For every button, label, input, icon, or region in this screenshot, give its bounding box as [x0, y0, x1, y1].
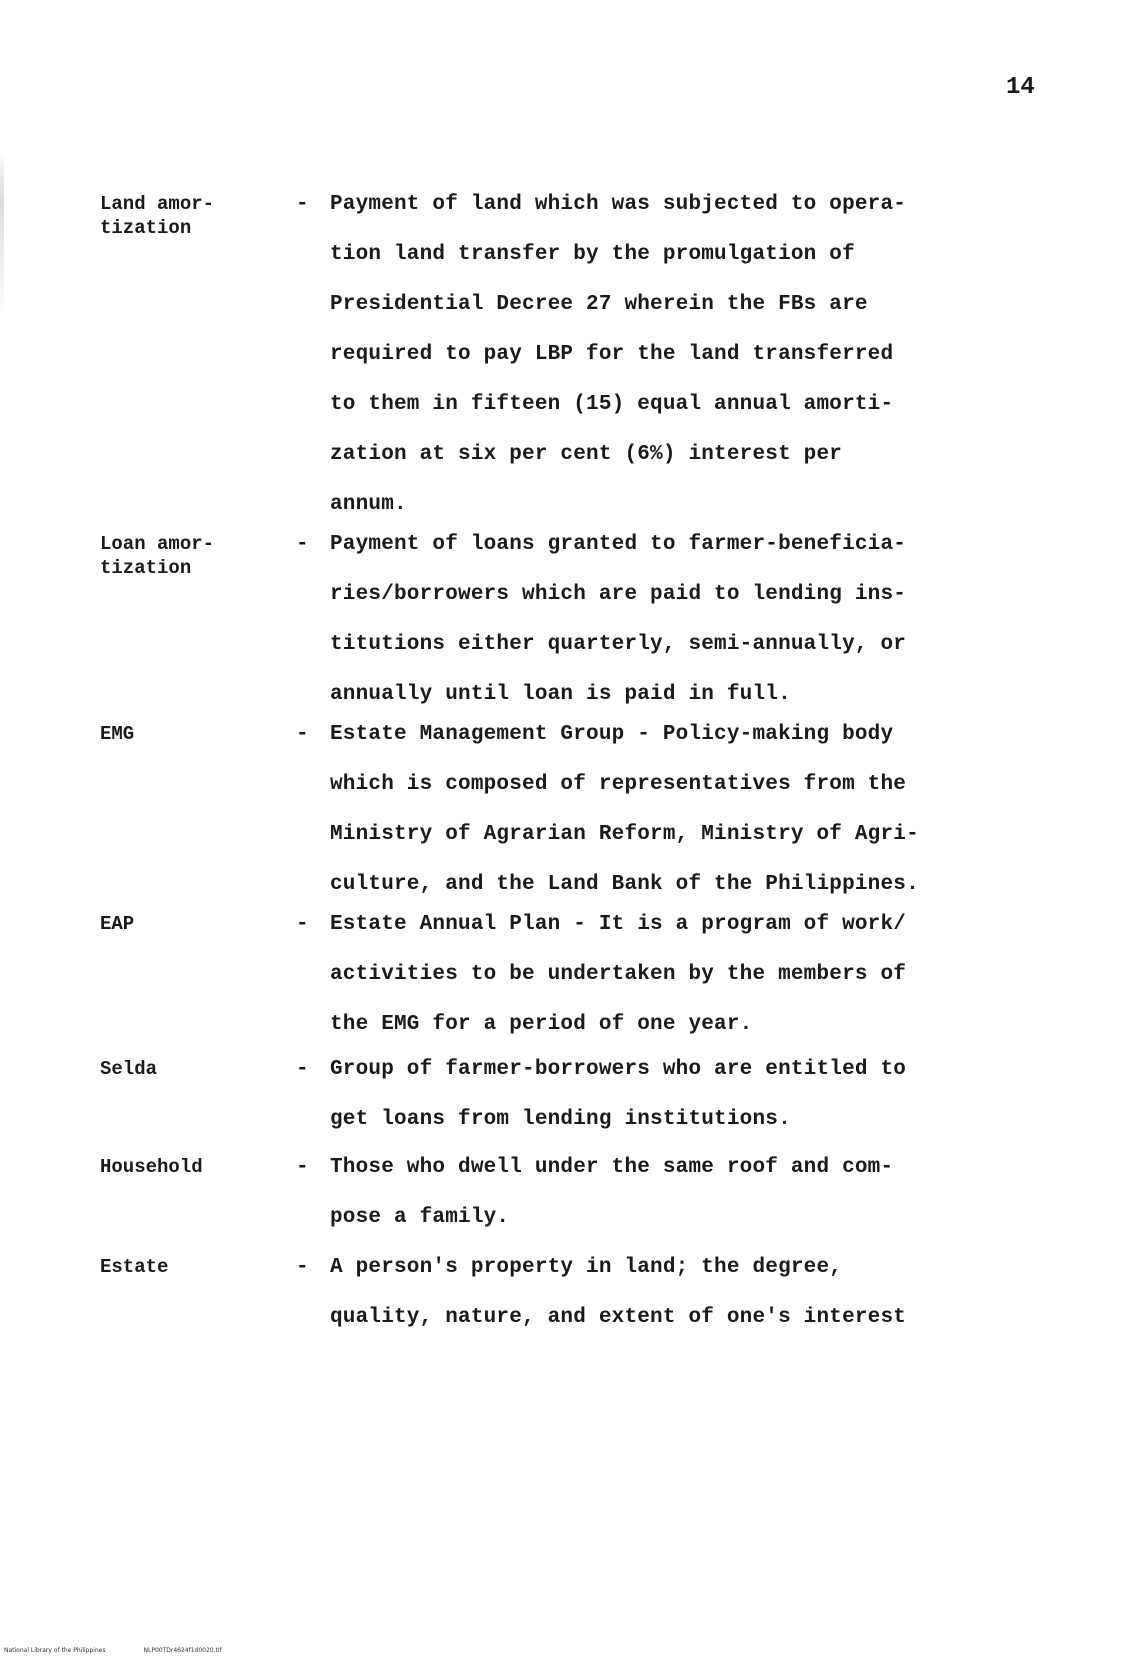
definition-line: Those who dwell under the same roof and com- [330, 1156, 894, 1179]
page-number: 14 [1006, 74, 1035, 101]
definition-line: A person's property in land; the degree, [330, 1256, 843, 1279]
definition-line: required to pay LBP for the land transferred [330, 343, 894, 366]
definition-line: Estate Annual Plan - It is a program of work/ [330, 913, 907, 936]
glossary-definition [330, 900, 1050, 1050]
glossary-term [100, 1045, 280, 1080]
definition-line: which is composed of representatives from the [330, 773, 907, 796]
definition-line: to them in fifteen (15) equal annual amorti- [330, 393, 894, 416]
definition-line: ries/borrowers which are paid to lending ins- [330, 583, 907, 606]
glossary-term-text: EMG [100, 723, 135, 745]
glossary-term [100, 710, 280, 745]
glossary-term-text: Land amor- tization [100, 193, 215, 239]
definition-line: pose a family. [330, 1206, 510, 1229]
definition-line: Group of farmer-borrowers who are entitled to [330, 1058, 907, 1081]
glossary-definition [330, 1243, 1050, 1343]
definition-line: the EMG for a period of one year. [330, 1013, 753, 1036]
glossary-definition [330, 520, 1050, 720]
definition-line: Ministry of Agrarian Reform, Ministry of Agri- [330, 823, 919, 846]
definition-line: tion land transfer by the promulgation of [330, 243, 855, 266]
scan-footer [4, 1647, 258, 1654]
entry-dash: - [296, 913, 309, 936]
glossary-term-text: EAP [100, 913, 135, 935]
entry-dash: - [296, 533, 309, 556]
glossary-term [100, 900, 280, 935]
glossary-definition [330, 180, 1050, 530]
definition-line: Estate Management Group - Policy-making body [330, 723, 894, 746]
footer-library-name: National Library of the Philippines [4, 1647, 106, 1654]
footer-file-id: NLP00TDr4624f1d0020.tif [143, 1647, 222, 1654]
glossary-term-text: Loan amor- tization [100, 533, 215, 579]
entry-dash: - [296, 1058, 309, 1081]
definition-line: quality, nature, and extent of one's interest [330, 1306, 907, 1329]
definition-line: culture, and the Land Bank of the Philippines. [330, 873, 919, 896]
glossary-definition [330, 1143, 1050, 1243]
glossary-term [100, 1243, 280, 1278]
glossary-term-text: Household [100, 1156, 203, 1178]
glossary-definition [330, 710, 1050, 910]
glossary-term-text: Selda [100, 1058, 158, 1080]
definition-line: zation at six per cent (6%) interest per [330, 443, 843, 466]
glossary-term-text: Estate [100, 1256, 169, 1278]
definition-line: titutions either quarterly, semi-annually, or [330, 633, 907, 656]
entry-dash: - [296, 1256, 309, 1279]
definition-line: annually until loan is paid in full. [330, 683, 791, 706]
definition-line: Payment of land which was subjected to opera- [330, 193, 907, 216]
scan-edge-mark [0, 150, 4, 320]
definition-line: Presidential Decree 27 wherein the FBs are [330, 293, 868, 316]
entry-dash: - [296, 1156, 309, 1179]
entry-dash: - [296, 723, 309, 746]
glossary-term [100, 180, 280, 239]
definition-line: activities to be undertaken by the members of [330, 963, 907, 986]
glossary-term [100, 520, 280, 579]
entry-dash: - [296, 193, 309, 216]
definition-line: get loans from lending institutions. [330, 1108, 791, 1131]
definition-line: Payment of loans granted to farmer-beneficia- [330, 533, 907, 556]
glossary-term [100, 1143, 280, 1178]
definition-line: annum. [330, 493, 407, 516]
glossary-definition [330, 1045, 1050, 1145]
